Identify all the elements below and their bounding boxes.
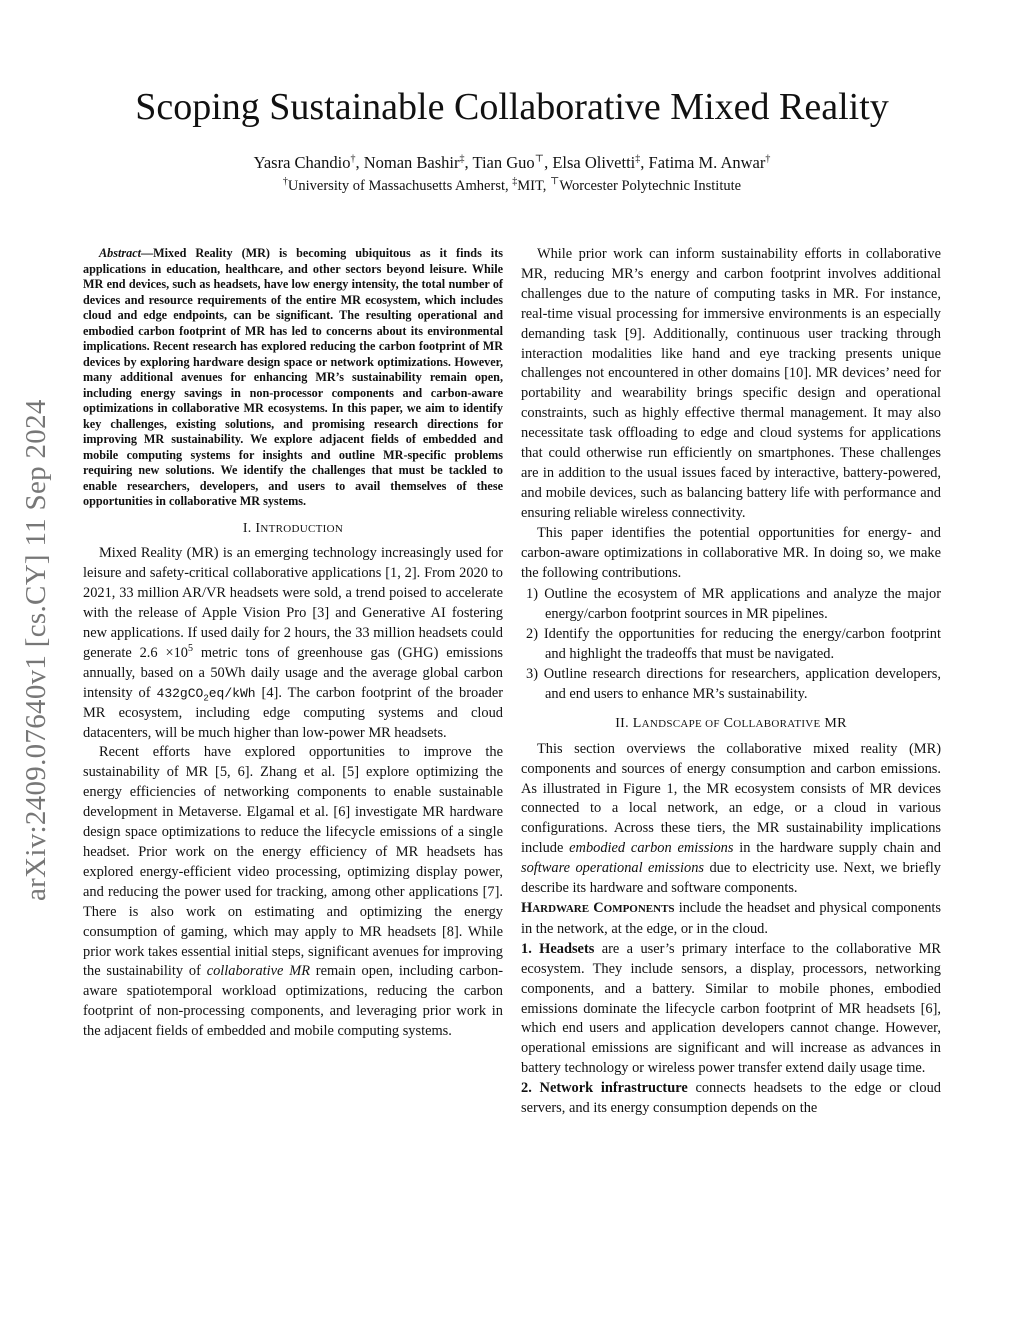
author-name: Elsa Olivetti xyxy=(552,153,636,172)
contribution-list xyxy=(521,585,941,704)
left-column xyxy=(83,246,503,1042)
headsets-heading: 1. Headsets xyxy=(521,940,595,957)
carbon-intensity-unit: 432gCO$_2$eq/kWh xyxy=(156,685,256,704)
affiliation: University of Massachusetts Amherst, xyxy=(287,178,509,194)
section-heading-introduction: I. INTRODUCTION xyxy=(242,520,344,536)
right-column xyxy=(521,245,941,1119)
author-list: Yasra Chandio†, Noman Bashir‡, Tian Guo⊤, Elsa Olivetti‡, Fatima M. Anwar† xyxy=(253,153,771,172)
network-paragraph: 2. Network infrastructure connects headsets to the edge or cloud servers, and its energy consumption depends on the xyxy=(521,1080,941,1117)
list-item: 3) Outline research directions for researchers, application developers, and end users to enhance MR’s sustainability. xyxy=(526,666,941,702)
paper-title: Scoping Sustainable Collaborative Mixed Reality xyxy=(135,86,889,128)
intro-paragraph-1: Mixed Reality (MR) is an emerging technology increasingly used for leisure and safety-critical collaborative applications [1, 2]. From 2020 to 2021, 33 million AR/VR headsets were sold, a trend poised to accelerate with the release of Apple Vision Pro [3] and Generative AI fostering new applications. If used daily for 2 hours, the 33 million headsets could generate $2.6 \times 10^5$ metric tons of greenhouse gas (GHG) emissions annually, based on a 50Wh daily usage and the average global carbon intensity of 432gCO$_2$eq/kWh [4]. The carbon footprint of the broader MR ecosystem, including edge computing systems and cloud datacenters, will be much higher than low-power MR headsets. xyxy=(83,545,504,741)
author-name: Fatima M. Anwar xyxy=(648,153,766,172)
network-heading: 2. Network infrastructure xyxy=(521,1080,688,1097)
affiliation-list: †University of Massachusetts Amherst, ‡MIT, ⊤Worcester Polytechnic Institute xyxy=(282,176,742,194)
section-heading-landscape: II. LANDSCAPE OF COLLABORATIVE MR xyxy=(615,715,847,731)
abstract-label: Abstract xyxy=(99,246,141,260)
author-name: Tian Guo xyxy=(472,153,535,172)
affiliation: Worcester Polytechnic Institute xyxy=(559,178,742,194)
author-name: Yasra Chandio xyxy=(253,153,351,172)
arxiv-identifier-stamp: arXiv:2409.07640v1 [cs.CY] 11 Sep 2024 xyxy=(20,399,52,901)
intro-paragraph-2: Recent efforts have explored opportunities to improve the sustainability of MR [5, 6]. Zhang et al. [5] explore optimizing the energy efficiencies of networking components to enable sustainable development in Metaverse. Elgamal et al. [6] investigate MR hardware design space optimizations to reduce the lifecycle emissions of a single headset. Prior work on the energy efficiency of MR headsets has explored energy-efficient video processing, optimizing display power, and reducing the power used for tracking, among other applications [7]. There is also work on estimating and optimizing the energy consumption of gaming, which may apply to MR headsets [8]. While prior work takes essential initial steps, significant avenues for improving the sustainability of collaborative MR remain open, including carbon-aware spatiotemporal workload optimizations, reducing the carbon footprint of non-processing components, and leveraging prior work in the adjacent fields of embedded and mobile computing systems. xyxy=(83,744,504,1040)
headsets-paragraph: 1. Headsets are a user’s primary interface to the collaborative MR ecosystem. They include sensors, a display, processors, networking components, and a battery. Similar to mobile phones, embodied emissions dominate the lifecycle carbon footprint of MR headsets [6], which end users and application developers cannot change. However, operational emissions are significant and will increase as advances in battery technology or wireless power transfer extend daily usage time. xyxy=(521,940,941,1077)
author-name: Noman Bashir xyxy=(363,153,460,172)
hardware-components-heading: HARDWARE COMPONENTS xyxy=(521,900,675,916)
affiliation: MIT, xyxy=(517,178,547,194)
list-item: 1) Outline the ecosystem of MR applications and analyze the major energy/carbon footprint sources in MR pipelines. xyxy=(526,586,941,623)
intro-paragraph-4: This paper identifies the potential opportunities for energy- and carbon-aware optimizations in collaborative MR. In doing so, we make the following contributions. xyxy=(521,524,941,581)
abstract-text: —Mixed Reality (MR) is becoming ubiquitous as it finds its applications in education, healthcare, and other sectors beyond leisure. While MR end devices, such as headsets, have low energy intensity, the total number of devices and resource requirements of the entire MR ecosystem, which includes cloud and edge endpoints, can be significant. The resulting operational and embodied carbon footprint of MR has led to concerns about its environmental implications. Recent research has explored reducing the carbon footprint of MR devices by exploring hardware design space or network optimizations. However, many additional avenues for enhancing MR’s sustainability remain open, including energy savings in non-processor components and carbon-aware optimizations in collaborative MR ecosystems. In this paper, we aim to identify key challenges, existing solutions, and promising research directions for improving MR sustainability. We explore adjacent fields of embedded and mobile computing systems for insights and outline MR-specific problems requiring new solutions. We identify the challenges that must be tackled to enable researchers, developers, and users to avail themselves of these opportunities in collaborative MR systems. xyxy=(83,246,503,508)
list-item: 2) Identify the opportunities for reducing the energy/carbon footprint and highlight the tradeoffs that must be navigated. xyxy=(526,626,941,663)
abstract xyxy=(83,246,503,510)
intro-paragraph-3: While prior work can inform sustainability efforts in collaborative MR, reducing MR’s energy and carbon footprint involves additional challenges due to the nature of computing tasks in MR. For instance, real-time visual processing for immersive environments is an especially demanding task [9]. Additionally, continuous user tracking through interaction modalities like hand and eye tracking presents unique challenges not encountered in other domains [10]. MR devices’ need for portability and wearability brings specific design and operational constraints, such as highly effective thermal management. It may also necessitate task offloading to edge and cloud systems for applications that could otherwise run efficiently on smartphones. These challenges are in addition to the usual issues faced by interactive, battery-powered, and mobile devices, such as balancing battery life with performance and ensuring reliable wireless connectivity. xyxy=(521,246,941,521)
hardware-components-paragraph: HARDWARE COMPONENTS include the headset and physical components in the network, at the edge, or in the cloud. xyxy=(521,900,941,937)
landscape-paragraph-1: This section overviews the collaborative mixed reality (MR) components and sources of energy consumption and carbon emissions. As illustrated in Figure 1, the MR ecosystem consists of MR devices connected to a local network, an edge, or a cloud in various configurations. Across these tiers, the MR sustainability implications include embodied carbon emissions in the hardware supply chain and software operational emissions due to electricity use. Next, we briefly describe its hardware and software components. xyxy=(521,740,941,897)
